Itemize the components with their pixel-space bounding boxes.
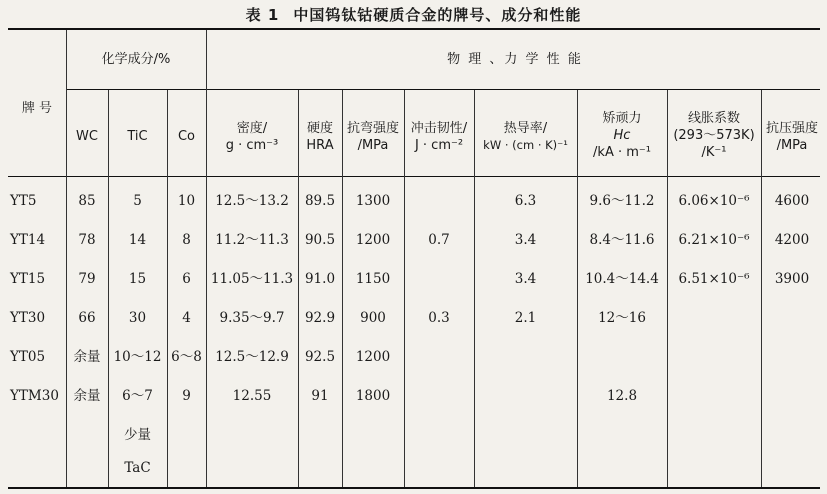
cell-wc: 余量 [73, 388, 101, 404]
cell-density: 12.55 [232, 388, 272, 404]
cell-coercive: 8.4～11.6 [589, 232, 655, 248]
cell-co: 10 [177, 193, 196, 209]
header-impact-line2: J · cm⁻² [414, 138, 464, 153]
note-tac-line1: 少量 [124, 427, 151, 443]
note-tac-line2: TaC [124, 460, 151, 476]
header-impact [404, 120, 474, 154]
cell-co: 6 [182, 271, 191, 287]
cell-tic: 6～7 [122, 388, 153, 404]
cell-thermal: 2.1 [514, 310, 537, 326]
header-bending [342, 120, 404, 154]
cell-bending: 900 [360, 310, 386, 326]
cell-density: 9.35～9.7 [219, 310, 285, 326]
cell-coercive: 9.6～11.2 [589, 193, 655, 209]
cell-grade: YT5 [10, 193, 37, 209]
header-bending-line1: 抗弯强度 [346, 121, 399, 136]
header-coercive-line2: Hc [613, 128, 631, 143]
cell-hardness: 91 [311, 388, 329, 404]
cell-density: 12.5～12.9 [215, 349, 289, 365]
cell-thermal: 3.4 [514, 232, 537, 248]
cell-expansion: 6.21×10⁻⁶ [678, 232, 750, 248]
table-number: 表 1 [245, 6, 280, 24]
header-mid-rule [66, 89, 820, 90]
header-wc: WC [76, 129, 98, 144]
header-bottom-rule [8, 176, 820, 177]
cell-wc: 66 [78, 310, 96, 326]
cell-coercive: 12～16 [598, 310, 646, 326]
cell-expansion: 6.06×10⁻⁶ [678, 193, 750, 209]
cell-co: 6～8 [171, 349, 202, 365]
header-phys-group: 物 理 、力 学 性 能 [447, 52, 583, 67]
header-density-line2: g · cm⁻³ [225, 138, 279, 153]
header-compress [761, 120, 823, 154]
cell-bending: 1200 [355, 349, 391, 365]
cell-hardness: 92.9 [304, 310, 336, 326]
header-impact-line1: 冲击韧性/ [410, 121, 468, 136]
cell-wc: 78 [78, 232, 96, 248]
header-co: Co [177, 129, 196, 144]
header-thermal-line2: kW · (cm · K)⁻¹ [483, 138, 568, 152]
header-tic: TiC [127, 129, 148, 144]
header-thermal-line1: 热导率/ [503, 121, 548, 136]
cell-co: 4 [182, 310, 191, 326]
cell-tic: 30 [128, 310, 147, 326]
cell-tic: 14 [128, 232, 147, 248]
cell-hardness: 89.5 [304, 193, 336, 209]
header-hardness [298, 120, 342, 154]
col-divider [66, 30, 67, 487]
cell-hardness: 91.0 [304, 271, 336, 287]
cell-bending: 1150 [355, 271, 391, 287]
cell-bending: 1200 [355, 232, 391, 248]
header-expansion-line3: /K⁻¹ [701, 145, 727, 160]
table-title [0, 4, 827, 25]
cell-compress: 3900 [774, 271, 810, 287]
header-expansion-line1: 线胀系数 [687, 111, 740, 126]
cell-compress: 4200 [774, 232, 810, 248]
cell-density: 12.5～13.2 [215, 193, 289, 209]
cell-impact: 0.7 [428, 232, 450, 248]
header-expansion [667, 110, 761, 161]
cell-expansion: 6.51×10⁻⁶ [678, 271, 750, 287]
header-coercive [577, 110, 667, 161]
bottom-rule [8, 487, 820, 489]
cell-compress: 4600 [774, 193, 810, 209]
cell-wc: 余量 [73, 349, 101, 365]
header-grade: 牌 号 [21, 101, 53, 116]
header-hardness-line1: 硬度 [306, 121, 333, 136]
cell-density: 11.2～11.3 [215, 232, 289, 248]
header-thermal [474, 120, 577, 154]
header-hardness-line2: HRA [306, 138, 334, 153]
col-divider [206, 30, 207, 487]
cell-hardness: 92.5 [304, 349, 336, 365]
cell-bending: 1800 [355, 388, 391, 404]
cell-coercive: 10.4～14.4 [585, 271, 659, 287]
cell-grade: YT14 [10, 232, 46, 248]
cell-wc: 79 [78, 271, 96, 287]
header-compress-line1: 抗压强度 [765, 121, 818, 136]
header-density [206, 120, 298, 154]
cell-wc: 85 [78, 193, 96, 209]
cell-grade: YT15 [10, 271, 46, 287]
table-title-text: 中国钨钛钴硬质合金的牌号、成分和性能 [293, 6, 582, 24]
cell-tic: 10～12 [113, 349, 162, 365]
cell-grade: YT30 [10, 310, 46, 326]
cell-hardness: 90.5 [304, 232, 336, 248]
cell-density: 11.05～11.3 [210, 271, 294, 287]
header-compress-line2: /MPa [776, 138, 808, 153]
cell-thermal: 6.3 [514, 193, 537, 209]
header-chem-group: 化学成分/% [101, 52, 171, 67]
cell-coercive: 12.8 [606, 388, 638, 404]
header-coercive-line3: /kA · m⁻¹ [593, 145, 651, 160]
cell-bending: 1300 [355, 193, 391, 209]
cell-grade: YT05 [10, 349, 46, 365]
header-coercive-line1: 矫顽力 [602, 111, 642, 126]
cell-co: 8 [182, 232, 191, 248]
cell-tic: 15 [128, 271, 147, 287]
col-divider [167, 90, 168, 487]
top-rule [8, 28, 820, 30]
cell-tic: 5 [133, 193, 142, 209]
header-bending-line2: /MPa [357, 138, 389, 153]
header-expansion-line2: (293～573K) [673, 128, 755, 143]
cell-grade: YTM30 [10, 388, 59, 404]
cell-thermal: 3.4 [514, 271, 537, 287]
cell-co: 9 [182, 388, 191, 404]
header-density-line1: 密度/ [236, 121, 268, 136]
cell-impact: 0.3 [428, 310, 450, 326]
